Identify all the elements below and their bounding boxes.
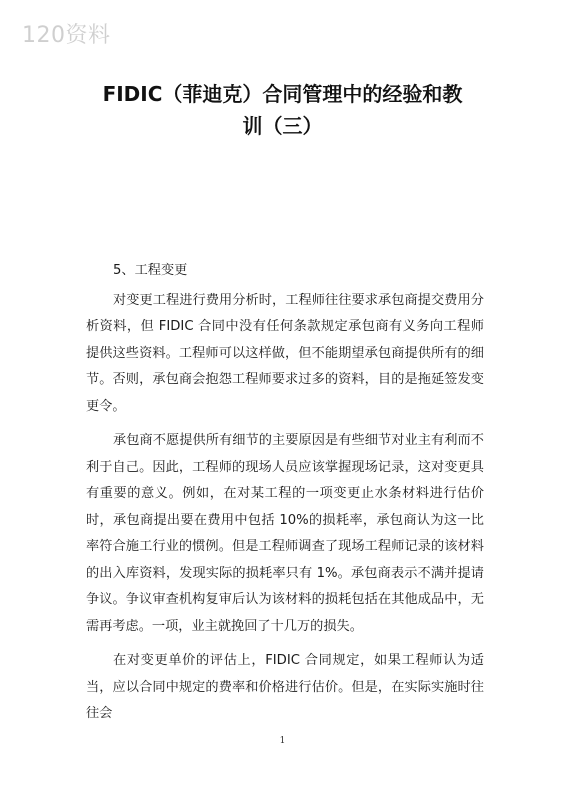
- page-number: 1: [279, 736, 286, 746]
- body-paragraph-1: 对变更工程进行费用分析时，工程师往往要求承包商提交费用分析资料，但 FIDIC 合同中没有任何条款规定承包商有义务向工程师提供这些资料。工程师可以这样做，但不能期望承包商提供所有的细节。否则，承包商会抱怨工程师要求过多的资料，目的是拖延签发变更令。: [86, 292, 484, 414]
- document-body: [86, 258, 484, 736]
- section-heading: 5、工程变更: [113, 263, 188, 278]
- document-title-line-1: FIDIC（菲迪克）合同管理中的经验和教: [102, 82, 463, 106]
- body-paragraph-2: 承包商不愿提供所有细节的主要原因是有些细节对业主有利而不利于自己。因此，工程师的现场人员应该掌握现场记录，这对变更具有重要的意义。例如，在对某工程的一项变更止水条材料进行估价时，承包商提出要在费用中包括 10%的损耗率，承包商认为这一比率符合施工行业的惯例。但是工程师调查了现场工程师记录的该材料的出入库资料，发现实际的损耗率只有 1%。承包商表示不满并提请争议。争议审查机构复审后认为该材料的损耗包括在其他成品中，无需再考虑。一项，业主就挽回了十几万的损失。: [86, 433, 484, 634]
- body-paragraph-3: 在对变更单价的评估上，FIDIC 合同规定，如果工程师认为适当，应以合同中规定的费率和价格进行估价。但是，在实际实施时往往会: [86, 653, 484, 721]
- watermark-logo-text: 120资料: [22, 23, 111, 48]
- document-title: [60, 78, 505, 142]
- document-title-line-2: 训（三）: [242, 114, 323, 138]
